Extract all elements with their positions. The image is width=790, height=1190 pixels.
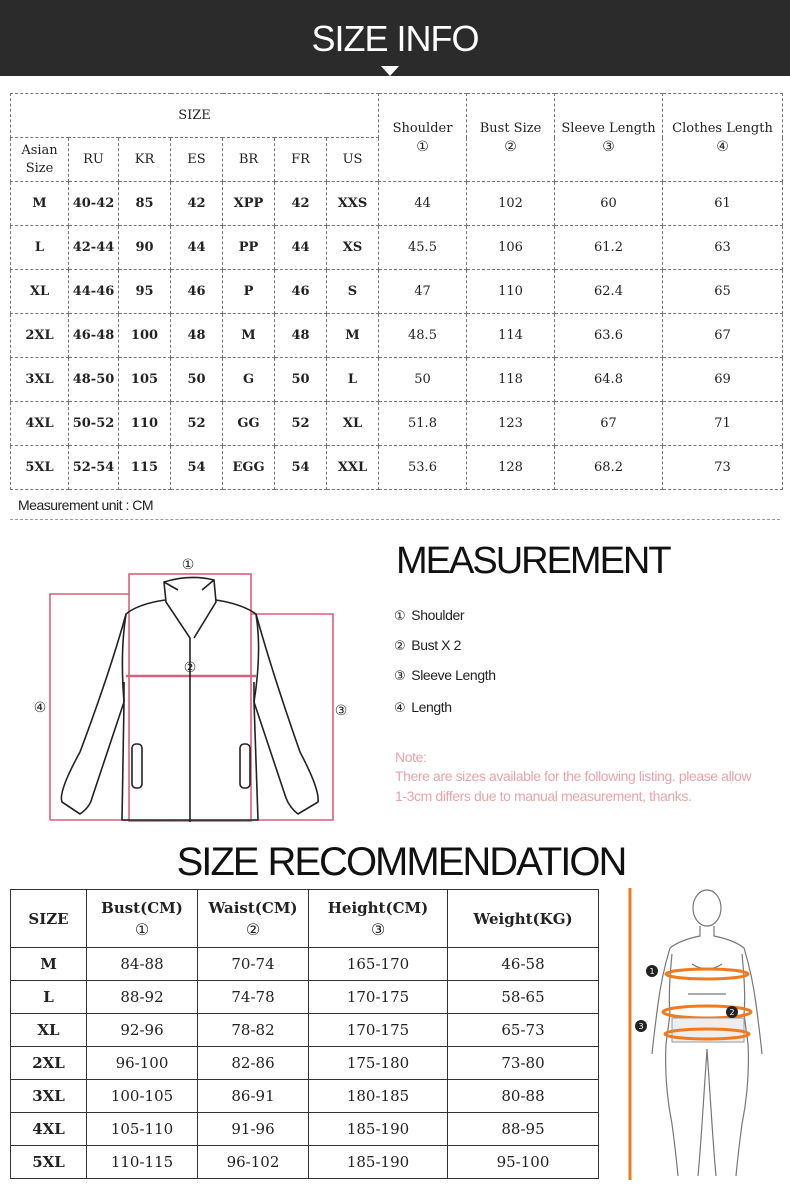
rec-value-cell: 73-80 bbox=[448, 1047, 599, 1080]
rec-waist-header: Waist(CM) ② bbox=[198, 890, 309, 948]
size-row bbox=[11, 358, 783, 402]
asian-size-header: Asian Size bbox=[11, 138, 69, 182]
measurement-unit-note: Measurement unit : CM bbox=[18, 497, 153, 513]
size-cell: 52 bbox=[171, 402, 223, 446]
asian-size-cell: L bbox=[11, 226, 69, 270]
size-cell: 106 bbox=[467, 226, 555, 270]
header-bar bbox=[0, 0, 790, 76]
measure-item-sleeve: ③ Sleeve Length bbox=[394, 667, 496, 684]
recommendation-row bbox=[11, 1146, 599, 1179]
size-cell: 69 bbox=[663, 358, 783, 402]
sleeve-length-header: Sleeve Length ③ bbox=[555, 94, 663, 182]
size-cell: 52 bbox=[275, 402, 327, 446]
sleeve-guide-line bbox=[251, 614, 333, 820]
size-cell: S bbox=[327, 270, 379, 314]
measure-item-shoulder: ① Shoulder bbox=[394, 607, 465, 624]
size-cell: 50-52 bbox=[69, 402, 119, 446]
rec-value-cell: 46-58 bbox=[448, 948, 599, 981]
rec-value-cell: 185-190 bbox=[309, 1113, 448, 1146]
bust-size-header: Bust Size ② bbox=[467, 94, 555, 182]
rec-value-cell: 92-96 bbox=[87, 1014, 198, 1047]
recommendation-title: SIZE RECOMMENDATION bbox=[176, 840, 626, 884]
size-cell: 42 bbox=[171, 182, 223, 226]
asian-size-cell: 3XL bbox=[11, 358, 69, 402]
size-cell: 115 bbox=[119, 446, 171, 490]
size-cell: 48 bbox=[171, 314, 223, 358]
size-cell: M bbox=[327, 314, 379, 358]
size-cell: 118 bbox=[467, 358, 555, 402]
recommendation-row bbox=[11, 1080, 599, 1113]
size-cell: 48-50 bbox=[69, 358, 119, 402]
svg-text:3: 3 bbox=[638, 1022, 644, 1031]
rec-value-cell: 84-88 bbox=[87, 948, 198, 981]
asian-size-cell: XL bbox=[11, 270, 69, 314]
size-recommendation-table bbox=[10, 889, 599, 1179]
region-es-header: ES bbox=[171, 138, 223, 182]
rec-size-cell: 5XL bbox=[11, 1146, 87, 1179]
rec-value-cell: 165-170 bbox=[309, 948, 448, 981]
head bbox=[693, 890, 721, 926]
size-cell: XPP bbox=[223, 182, 275, 226]
rec-value-cell: 58-65 bbox=[448, 981, 599, 1014]
size-cell: 40-42 bbox=[69, 182, 119, 226]
rec-value-cell: 70-74 bbox=[198, 948, 309, 981]
size-cell: XL bbox=[327, 402, 379, 446]
mark-length: ④ bbox=[33, 700, 47, 716]
size-cell: 95 bbox=[119, 270, 171, 314]
region-fr-header: FR bbox=[275, 138, 327, 182]
size-cell: 90 bbox=[119, 226, 171, 270]
size-cell: 60 bbox=[555, 182, 663, 226]
rec-value-cell: 175-180 bbox=[309, 1047, 448, 1080]
recommendation-row bbox=[11, 1113, 599, 1146]
rec-size-cell: XL bbox=[11, 1014, 87, 1047]
size-cell: 105 bbox=[119, 358, 171, 402]
mark-sleeve: ③ bbox=[334, 703, 348, 719]
size-cell: 42 bbox=[275, 182, 327, 226]
jacket-diagram bbox=[28, 552, 348, 832]
size-cell: 48 bbox=[275, 314, 327, 358]
rec-value-cell: 110-115 bbox=[87, 1146, 198, 1179]
size-cell: 44 bbox=[171, 226, 223, 270]
rec-value-cell: 88-92 bbox=[87, 981, 198, 1014]
recommendation-row bbox=[11, 1047, 599, 1080]
rec-value-cell: 96-100 bbox=[87, 1047, 198, 1080]
size-cell: 48.5 bbox=[379, 314, 467, 358]
recommendation-header-row bbox=[11, 890, 599, 948]
recommendation-row bbox=[11, 1014, 599, 1047]
size-cell: 110 bbox=[119, 402, 171, 446]
size-cell: XXL bbox=[327, 446, 379, 490]
size-cell: 64.8 bbox=[555, 358, 663, 402]
size-cell: 54 bbox=[275, 446, 327, 490]
rec-value-cell: 96-102 bbox=[198, 1146, 309, 1179]
bust-ring bbox=[666, 969, 748, 979]
size-cell: 45.5 bbox=[379, 226, 467, 270]
size-cell: 110 bbox=[467, 270, 555, 314]
size-cell: 68.2 bbox=[555, 446, 663, 490]
rec-size-cell: 3XL bbox=[11, 1080, 87, 1113]
size-cell: 44 bbox=[379, 182, 467, 226]
measure-item-length: ④ Length bbox=[394, 699, 452, 716]
size-cell: G bbox=[223, 358, 275, 402]
size-cell: 47 bbox=[379, 270, 467, 314]
clothes-length-header: Clothes Length ④ bbox=[663, 94, 783, 182]
note-label: Note: bbox=[395, 749, 427, 765]
size-row bbox=[11, 182, 783, 226]
size-cell: 53.6 bbox=[379, 446, 467, 490]
size-cell: P bbox=[223, 270, 275, 314]
size-cell: 62.4 bbox=[555, 270, 663, 314]
size-cell: 102 bbox=[467, 182, 555, 226]
rec-height-header: Height(CM) ③ bbox=[309, 890, 448, 948]
size-header-row bbox=[11, 94, 783, 138]
size-row bbox=[11, 226, 783, 270]
size-cell: 65 bbox=[663, 270, 783, 314]
asian-size-cell: 5XL bbox=[11, 446, 69, 490]
rec-size-cell: M bbox=[11, 948, 87, 981]
recommendation-row bbox=[11, 981, 599, 1014]
rec-value-cell: 170-175 bbox=[309, 981, 448, 1014]
measurement-title: MEASUREMENT bbox=[396, 540, 670, 582]
size-cell: 50 bbox=[379, 358, 467, 402]
rec-value-cell: 88-95 bbox=[448, 1113, 599, 1146]
size-cell: 128 bbox=[467, 446, 555, 490]
asian-size-cell: M bbox=[11, 182, 69, 226]
rec-value-cell: 180-185 bbox=[309, 1080, 448, 1113]
size-cell: 63.6 bbox=[555, 314, 663, 358]
rec-value-cell: 74-78 bbox=[198, 981, 309, 1014]
rec-size-cell: 4XL bbox=[11, 1113, 87, 1146]
size-cell: XS bbox=[327, 226, 379, 270]
size-cell: XXS bbox=[327, 182, 379, 226]
page-title: SIZE INFO bbox=[311, 18, 479, 59]
rec-size-cell: 2XL bbox=[11, 1047, 87, 1080]
size-cell: 46 bbox=[275, 270, 327, 314]
size-info-table bbox=[10, 93, 783, 490]
rec-value-cell: 91-96 bbox=[198, 1113, 309, 1146]
mark-shoulder: ① bbox=[181, 557, 195, 573]
size-cell: L bbox=[327, 358, 379, 402]
size-cell: 71 bbox=[663, 402, 783, 446]
size-cell: 73 bbox=[663, 446, 783, 490]
size-row bbox=[11, 314, 783, 358]
region-ru-header: RU bbox=[69, 138, 119, 182]
size-cell: 63 bbox=[663, 226, 783, 270]
size-row bbox=[11, 402, 783, 446]
region-us-header: US bbox=[327, 138, 379, 182]
rec-value-cell: 105-110 bbox=[87, 1113, 198, 1146]
rec-size-header: SIZE bbox=[11, 890, 87, 948]
region-kr-header: KR bbox=[119, 138, 171, 182]
note-line-2: 1-3cm differs due to manual measurement, thanks. bbox=[395, 788, 692, 804]
region-br-header: BR bbox=[223, 138, 275, 182]
size-cell: 52-54 bbox=[69, 446, 119, 490]
size-cell: 44 bbox=[275, 226, 327, 270]
size-cell: 61.2 bbox=[555, 226, 663, 270]
recommendation-row bbox=[11, 948, 599, 981]
size-group-header: SIZE bbox=[11, 94, 379, 138]
size-cell: 51.8 bbox=[379, 402, 467, 446]
size-cell: 61 bbox=[663, 182, 783, 226]
asian-size-cell: 4XL bbox=[11, 402, 69, 446]
size-cell: 54 bbox=[171, 446, 223, 490]
svg-text:2: 2 bbox=[729, 1008, 735, 1017]
size-row bbox=[11, 446, 783, 490]
size-cell: 67 bbox=[555, 402, 663, 446]
rec-value-cell: 65-73 bbox=[448, 1014, 599, 1047]
rec-value-cell: 80-88 bbox=[448, 1080, 599, 1113]
size-cell: 42-44 bbox=[69, 226, 119, 270]
size-cell: 85 bbox=[119, 182, 171, 226]
size-cell: M bbox=[223, 314, 275, 358]
rec-value-cell: 185-190 bbox=[309, 1146, 448, 1179]
rec-bust-header: Bust(CM) ① bbox=[87, 890, 198, 948]
rec-value-cell: 86-91 bbox=[198, 1080, 309, 1113]
size-cell: EGG bbox=[223, 446, 275, 490]
size-cell: 46-48 bbox=[69, 314, 119, 358]
svg-text:1: 1 bbox=[649, 967, 655, 976]
size-cell: 114 bbox=[467, 314, 555, 358]
section-divider bbox=[10, 519, 780, 520]
size-row bbox=[11, 270, 783, 314]
rec-value-cell: 82-86 bbox=[198, 1047, 309, 1080]
size-cell: 46 bbox=[171, 270, 223, 314]
rec-value-cell: 95-100 bbox=[448, 1146, 599, 1179]
size-cell: 44-46 bbox=[69, 270, 119, 314]
guide-lines bbox=[50, 574, 333, 821]
size-cell: GG bbox=[223, 402, 275, 446]
rec-size-cell: L bbox=[11, 981, 87, 1014]
note-line-1: There are sizes available for the following listing. please allow bbox=[395, 768, 752, 784]
length-guide-line bbox=[50, 594, 129, 820]
measure-item-bust: ② Bust X 2 bbox=[394, 637, 461, 654]
size-cell: 67 bbox=[663, 314, 783, 358]
size-cell: 50 bbox=[171, 358, 223, 402]
mark-bust: ② bbox=[183, 660, 197, 676]
down-arrow-icon bbox=[381, 66, 399, 76]
rec-weight-header: Weight(KG) bbox=[448, 890, 599, 948]
size-cell: 123 bbox=[467, 402, 555, 446]
rec-value-cell: 170-175 bbox=[309, 1014, 448, 1047]
size-cell: 50 bbox=[275, 358, 327, 402]
shoulder-header: Shoulder ① bbox=[379, 94, 467, 182]
size-cell: 100 bbox=[119, 314, 171, 358]
body-diagram bbox=[622, 884, 782, 1184]
rec-value-cell: 100-105 bbox=[87, 1080, 198, 1113]
rec-value-cell: 78-82 bbox=[198, 1014, 309, 1047]
size-cell: PP bbox=[223, 226, 275, 270]
asian-size-cell: 2XL bbox=[11, 314, 69, 358]
